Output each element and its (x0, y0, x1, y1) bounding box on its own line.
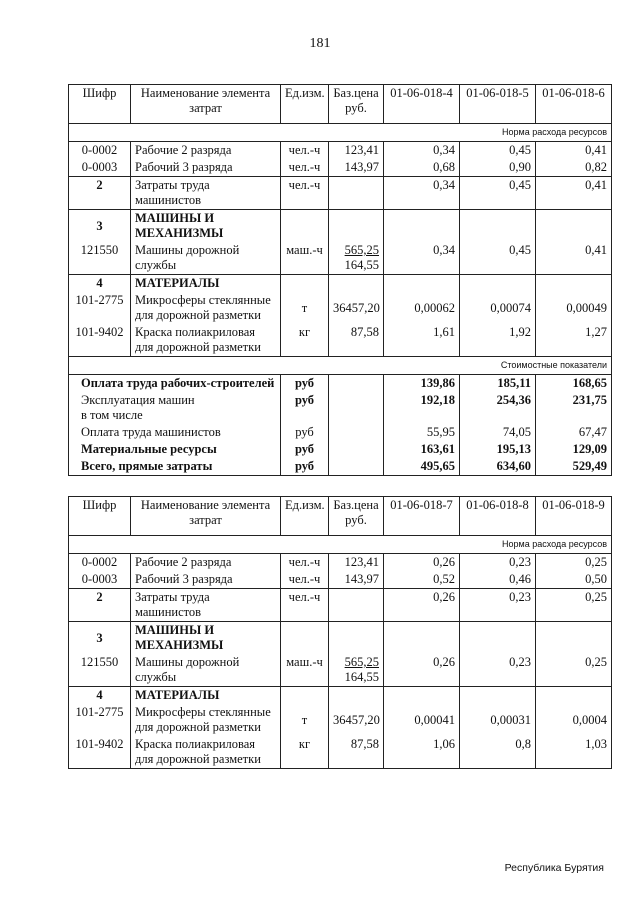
section-row: 3 МАШИНЫ И МЕХАНИЗМЫ (69, 622, 612, 655)
resource-table-1 (68, 84, 612, 476)
table-row: 101-2775 Микросферы стеклянные для дорожной разметки т 36457,20 0,00041 0,00031 0,0004 (69, 704, 612, 736)
cost-row: Эксплуатация машин в том числе руб 192,18 254,36 231,75 (69, 392, 612, 424)
header-unit: Ед.изм. (281, 85, 329, 124)
section-row: 3 МАШИНЫ И МЕХАНИЗМЫ (69, 210, 612, 243)
cost-row: Оплата труда машинистов руб 55,95 74,05 67,47 (69, 424, 612, 441)
cost-row: Материальные ресурсы руб 163,61 195,13 129,09 (69, 441, 612, 458)
table-row: 0-0003 Рабочий 3 разряда чел.-ч 143,97 0,68 0,90 0,82 (69, 159, 612, 177)
cost-row: Оплата труда рабочих-строителей руб 139,86 185,11 168,65 (69, 375, 612, 393)
header-price: Баз.цена руб. (329, 497, 384, 536)
header-code: Шифр (69, 497, 131, 536)
header-price: Баз.цена руб. (329, 85, 384, 124)
header-col-3: 01-06-018-9 (536, 497, 612, 536)
table-row: 101-2775 Микросферы стеклянные для дорожной разметки т 36457,20 0,00062 0,00074 0,00049 (69, 292, 612, 324)
header-col-2: 01-06-018-8 (460, 497, 536, 536)
header-unit: Ед.изм. (281, 497, 329, 536)
table-row: 2 Затраты труда машинистов чел.-ч 0,34 0,45 0,41 (69, 177, 612, 210)
norm-label: Норма расхода ресурсов (69, 536, 612, 554)
section-row: 4 МАТЕРИАЛЫ (69, 687, 612, 705)
section-row: 4 МАТЕРИАЛЫ (69, 275, 612, 293)
page-number: 181 (309, 36, 331, 51)
header-name: Наименование элемента затрат (131, 85, 281, 124)
resource-table-2 (68, 496, 612, 769)
table-row: 2 Затраты труда машинистов чел.-ч 0,26 0,23 0,25 (69, 589, 612, 622)
table-row: 121550 Машины дорожной службы маш.-ч 565,25 164,55 0,34 0,45 0,41 (69, 242, 612, 275)
table-row: 101-9402 Краска полиакриловая для дорожной разметки кг 87,58 1,61 1,92 1,27 (69, 324, 612, 357)
table-row: 101-9402 Краска полиакриловая для дорожной разметки кг 87,58 1,06 0,8 1,03 (69, 736, 612, 769)
header-name: Наименование элемента затрат (131, 497, 281, 536)
header-col-2: 01-06-018-5 (460, 85, 536, 124)
header-col-1: 01-06-018-4 (384, 85, 460, 124)
header-code: Шифр (69, 85, 131, 124)
cost-row: Всего, прямые затраты руб 495,65 634,60 529,49 (69, 458, 612, 476)
header-col-3: 01-06-018-6 (536, 85, 612, 124)
norm-label: Норма расхода ресурсов (69, 124, 612, 142)
footer-region: Республика Бурятия (504, 862, 604, 874)
cost-label: Стоимостные показатели (69, 357, 612, 375)
table-header (69, 85, 612, 124)
table-row: 0-0002 Рабочие 2 разряда чел.-ч 123,41 0,34 0,45 0,41 (69, 142, 612, 160)
table-row: 0-0002 Рабочие 2 разряда чел.-ч 123,41 0,26 0,23 0,25 (69, 554, 612, 572)
header-col-1: 01-06-018-7 (384, 497, 460, 536)
table-row: 0-0003 Рабочий 3 разряда чел.-ч 143,97 0,52 0,46 0,50 (69, 571, 612, 589)
table-header (69, 497, 612, 536)
table-row: 121550 Машины дорожной службы маш.-ч 565,25 164,55 0,26 0,23 0,25 (69, 654, 612, 687)
